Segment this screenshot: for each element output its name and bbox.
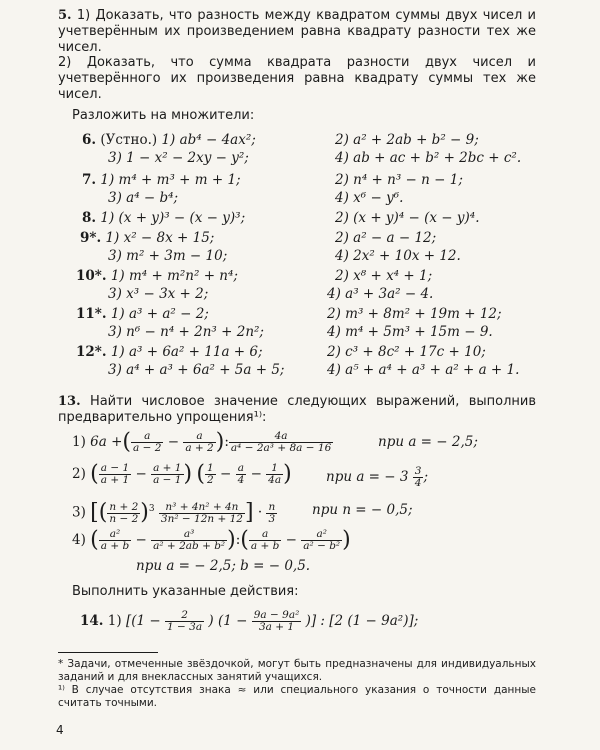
fraction: $\frac{n}{3}$ <box>268 500 276 525</box>
problem-5-part-2 <box>58 55 536 103</box>
problem-7-row-1 <box>82 172 241 188</box>
condition: при a = − 2,5; <box>378 434 478 450</box>
fraction: $\frac{a + 1}{a - 1}$ <box>153 462 182 486</box>
close-paren: ) <box>283 461 292 487</box>
problem-number: 5. <box>58 8 72 23</box>
open-paren: ( <box>98 500 108 525</box>
expression: 3) x³ − 3x + 2; <box>108 286 209 302</box>
problem-number: 10*. <box>76 268 107 284</box>
expression: 4) 2x² + 10x + 12. <box>335 248 461 264</box>
expression-13-2 <box>72 462 292 487</box>
expression: 3) a⁴ − b⁴; <box>108 190 179 206</box>
open-paren: ( <box>240 527 249 553</box>
problem-number: 7. <box>82 172 97 188</box>
operator: − <box>250 466 262 482</box>
expression: 3) n⁶ − n⁴ + 2n³ + 2n²; <box>108 324 264 340</box>
open-bracket: [ <box>90 500 99 525</box>
expression: 2) (x + y)⁴ − (x − y)⁴. <box>335 210 480 226</box>
expression: 1) x² − 8x + 15; <box>105 230 215 246</box>
footnote-divider <box>58 652 158 653</box>
item-label: 2) <box>72 466 86 482</box>
fraction: $\frac{1}{2}$ <box>206 462 214 486</box>
expression: 3) a⁴ + a³ + 6a² + 5a + 5; <box>108 362 285 378</box>
problem-number: 8. <box>82 210 97 226</box>
operator: − <box>167 434 180 450</box>
problem-prefix: (Устно.) <box>100 132 158 148</box>
close-paren: ) <box>140 500 149 525</box>
problem-8-row-1 <box>82 210 245 226</box>
problem-number: 13. <box>58 394 81 409</box>
condition: при a = − 2,5; b = − 0,5. <box>136 558 311 574</box>
condition-text: при a = − 3 <box>326 469 409 485</box>
close-paren: ) <box>215 429 225 455</box>
expression: 4) m⁴ + 5m³ + 15m − 9. <box>327 324 493 340</box>
expression: 3) m² + 3m − 10; <box>108 248 228 264</box>
expression-part: [(1 − <box>125 613 161 629</box>
condition: при n = − 0,5; <box>312 502 413 518</box>
expression: 1) (x + y)³ − (x − y)³; <box>100 210 246 226</box>
open-paren: ( <box>90 527 99 553</box>
problem-14 <box>80 608 418 634</box>
expression-part: ) (1 − <box>208 613 248 629</box>
close-paren: ) <box>342 527 351 553</box>
expression: 1) a³ + a² − 2; <box>110 306 209 322</box>
fraction: $\frac{a}{4}$ <box>237 462 245 486</box>
item-label: 4) <box>72 532 86 548</box>
problem-6-row-1 <box>82 132 256 148</box>
item-label: 1) <box>107 613 122 629</box>
fraction: $\frac{a}{a - 2}$ <box>133 430 162 454</box>
exponent: 3 <box>148 504 155 514</box>
problem-number: 12*. <box>76 344 107 360</box>
open-paren: ( <box>196 461 205 487</box>
expression: 2) a² + 2ab + b² − 9; <box>335 132 479 148</box>
fraction: $\frac{2}{1 - 3a}$ <box>166 609 203 633</box>
open-paren: ( <box>122 429 131 455</box>
close-bracket: ] <box>244 500 254 525</box>
expression: 1) ab⁴ − 4ax²; <box>161 132 256 148</box>
operator: : <box>235 532 241 548</box>
expression-13-1 <box>72 430 333 455</box>
actions-heading: Выполнить указанные действия: <box>72 584 299 599</box>
problem-12-row-1 <box>76 344 263 360</box>
problem-13-statement <box>58 394 536 426</box>
expression: 2) n⁴ + n³ − n − 1; <box>335 172 463 188</box>
fraction: $\frac{a}{a + b}$ <box>250 528 280 552</box>
factor-heading: Разложить на множители: <box>72 108 255 123</box>
fraction: $\frac{n + 2}{n - 2}$ <box>109 500 139 525</box>
problem-10-row-1 <box>76 268 238 284</box>
expression: 3) 1 − x² − 2xy − y²; <box>108 150 249 166</box>
fraction: $\frac{\text{a³}}{\text{a² + 2ab + b²}}$ <box>153 528 226 552</box>
problem-number: 14. <box>80 613 104 629</box>
condition: при a = − 3 $\frac{3}{4}$ ; <box>326 465 429 489</box>
operator: − <box>135 532 147 548</box>
operator: − <box>285 532 297 548</box>
page-number: 4 <box>56 723 64 737</box>
expression: 4) a³ + 3a² − 4. <box>327 286 434 302</box>
problem-5-part-1 <box>58 8 536 56</box>
problem-number: 6. <box>82 132 97 148</box>
problem-9-row-1 <box>80 230 214 246</box>
expression-part: 6a + <box>90 434 123 450</box>
footnote-star: * Задачи, отмеченные звёздочкой, могут быть предназначены для индивидуальных заданий и для внеклассных занятий учащихся. <box>58 658 536 683</box>
expression: 4) a⁵ + a⁴ + a³ + a² + a + 1. <box>327 362 520 378</box>
operator: · <box>257 504 263 521</box>
mixed-fraction: $\frac{3}{4}$ <box>414 465 422 489</box>
problem-11-row-1 <box>76 306 209 322</box>
footnote-one: ¹⁾ В случае отсутствия знака ≈ или специального указания о точности данные считать точными. <box>58 684 536 709</box>
problem-number: 11*. <box>76 306 107 322</box>
expression: 4) ab + ac + b² + 2bc + c². <box>335 150 522 166</box>
expression-13-3 <box>72 496 277 526</box>
operator: − <box>135 466 147 482</box>
expression-part: )] : [2 (1 − 9a²)]; <box>305 613 419 629</box>
operator: : <box>224 434 229 450</box>
fraction: $\frac{4a}{\text{a⁴ − 2a³ + 8a − 16}}$ <box>230 430 332 454</box>
problem-text: 1) Доказать, что разность между квадратом суммы двух чисел и учетверённым их произведением равна квадрату разности тех же чисел. <box>58 8 536 55</box>
expression: 4) x⁶ − y⁶. <box>335 190 404 206</box>
expression: 1) m⁴ + m²n² + n⁴; <box>110 268 238 284</box>
fraction: $\frac{\text{a²}}{\text{a² − b²}}$ <box>303 528 341 552</box>
close-paren: ) <box>183 461 193 487</box>
close-paren: ) <box>227 527 236 553</box>
item-label: 3) <box>72 504 86 521</box>
expression: 1) a³ + 6a² + 11a + 6; <box>110 344 263 360</box>
expression: 1) m⁴ + m³ + m + 1; <box>100 172 241 188</box>
fraction: $\frac{a}{a + 2}$ <box>185 430 214 454</box>
item-label: 1) <box>72 434 86 450</box>
fraction: $\frac{a - 1}{a + 1}$ <box>100 462 130 486</box>
expression: 2) m³ + 8m² + 19m + 12; <box>327 306 502 322</box>
problem-number: 9*. <box>80 230 102 246</box>
operator: − <box>219 466 232 482</box>
expression-13-4 <box>72 528 351 553</box>
fraction: $\frac{\text{a²}}{a + b}$ <box>100 528 130 552</box>
expression: 2) c³ + 8c² + 17c + 10; <box>327 344 486 360</box>
problem-text: Найти числовое значение следующих выражений, выполнив предварительно упрощения¹⁾: <box>58 394 536 425</box>
expression: 2) x⁸ + x⁴ + 1; <box>335 268 433 284</box>
expression: 2) a² − a − 12; <box>335 230 437 246</box>
fraction: $\frac{\text{9a − 9a²}}{3a + 1}$ <box>253 609 300 633</box>
fraction: $\frac{\text{n³ + 4n² + 4n}}{\text{3n² − 12n + 12}}$ <box>160 500 243 525</box>
fraction: $\frac{1}{4a}$ <box>268 462 282 486</box>
problem-text: 2) Доказать, что сумма квадрата разности двух чисел и учетверённого их произведения равна квадрату суммы тех же чисел. <box>58 55 536 102</box>
open-paren: ( <box>90 461 99 487</box>
